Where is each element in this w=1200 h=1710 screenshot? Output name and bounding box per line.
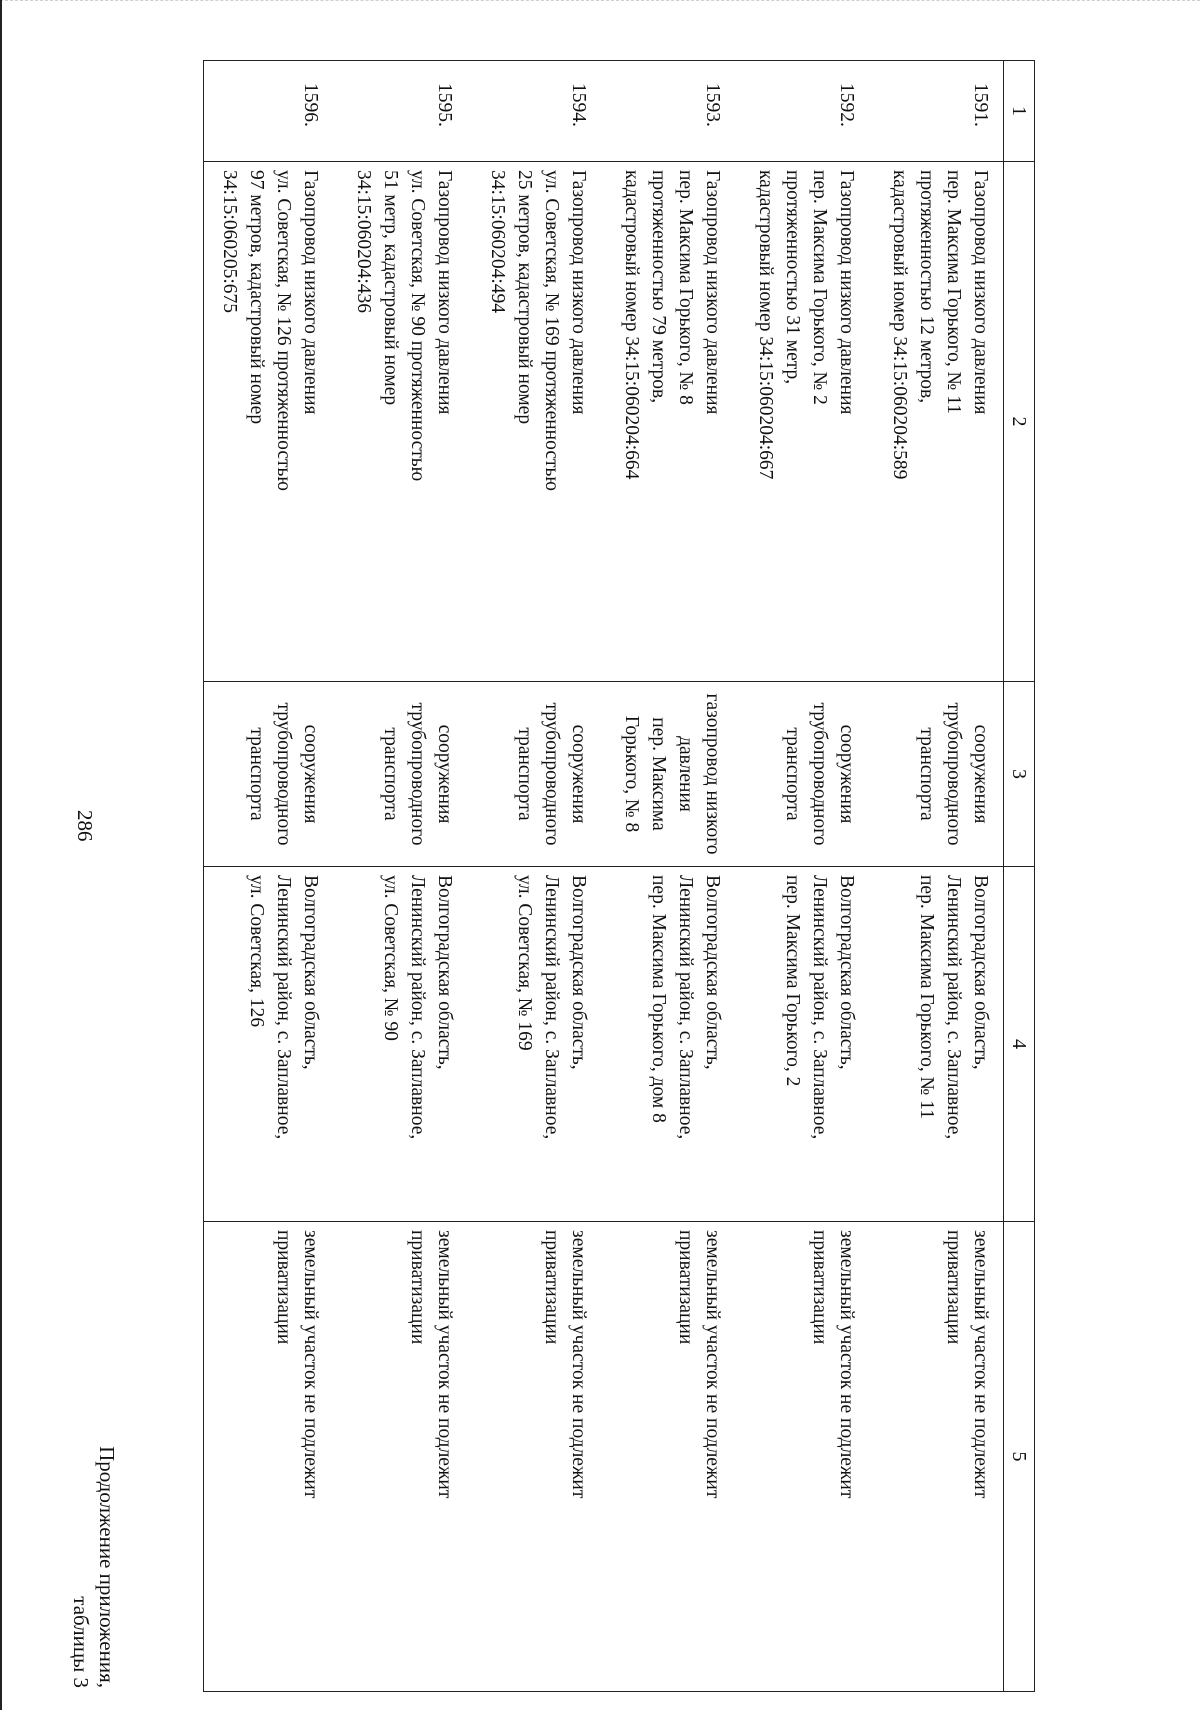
description-line: 25 метров, кадастровый номер xyxy=(514,170,535,425)
description-line: Газопровод низкого давления xyxy=(434,170,455,415)
row-number: 1596. xyxy=(300,83,321,127)
description-line: ул. Советская, № 169 протяженностью xyxy=(541,170,562,491)
address-line: Ленинский район, с. Заплавное, xyxy=(273,875,294,1140)
description-line: пер. Максима Горького, № 11 xyxy=(943,170,964,414)
type-line: сооружения xyxy=(970,724,991,824)
description-line: 97 метров, кадастровый номер xyxy=(246,170,267,425)
description-line: 34:15:060204:436 xyxy=(353,170,374,314)
type-line: газопровод низкого xyxy=(702,693,723,855)
row-address xyxy=(334,867,458,1221)
row-note: земельный участок не подлежит приватизации xyxy=(407,1230,455,1499)
description-line: Газопровод низкого давления xyxy=(300,170,321,415)
row-address xyxy=(602,867,726,1221)
row-note: земельный участок не подлежит приватизации xyxy=(675,1230,723,1499)
type-line: транспорта xyxy=(514,727,535,821)
description-line: кадастровый номер 34:15:060204:664 xyxy=(621,170,642,480)
column-address xyxy=(204,866,1034,1221)
row-description xyxy=(200,162,324,681)
property-table xyxy=(203,60,1035,1692)
row-number: 1591. xyxy=(970,83,991,127)
address-line: Волгоградская область, xyxy=(970,875,991,1070)
row-note: земельный участок не подлежит приватизации xyxy=(809,1230,857,1499)
description-line: протяженностью 12 метров, xyxy=(916,170,937,404)
row-description xyxy=(870,162,994,681)
row-description xyxy=(334,162,458,681)
row-type xyxy=(334,682,458,866)
address-line: ул. Советская, 126 xyxy=(246,875,267,1028)
type-line: сооружения xyxy=(434,724,455,824)
address-line: ул. Советская, № 169 xyxy=(514,875,535,1051)
row-address xyxy=(468,867,592,1221)
description-line: пер. Максима Горького, № 2 xyxy=(809,170,830,405)
type-line: трубопроводного xyxy=(541,702,562,846)
type-line: сооружения xyxy=(568,724,589,824)
row-description xyxy=(602,162,726,681)
description-line: 34:15:060204:494 xyxy=(487,170,508,314)
type-line: трубопроводного xyxy=(273,702,294,846)
address-line: пер. Максима Горького, № 11 xyxy=(916,875,937,1119)
header-line-2: таблицы 3 xyxy=(69,1596,93,1688)
address-line: Ленинский район, с. Заплавное, xyxy=(943,875,964,1140)
column-header-2: 2 xyxy=(1003,162,1034,681)
description-line: Газопровод низкого давления xyxy=(970,170,991,415)
row-type xyxy=(468,682,592,866)
description-line: ул. Советская, № 90 протяженностью xyxy=(407,170,428,482)
description-line: пер. Максима Горького, № 8 xyxy=(675,170,696,405)
description-line: Газопровод низкого давления xyxy=(836,170,857,415)
row-type xyxy=(602,682,726,866)
description-line: Газопровод низкого давления xyxy=(568,170,589,415)
row-number: 1595. xyxy=(434,83,455,127)
row-type xyxy=(870,682,994,866)
row-type xyxy=(736,682,860,866)
address-line: Волгоградская область, xyxy=(702,875,723,1070)
address-line: Ленинский район, с. Заплавное, xyxy=(407,875,428,1140)
column-note xyxy=(204,1221,1034,1691)
description-line: 51 метр, кадастровый номер xyxy=(380,170,401,406)
header-line-1: Продолжение приложения, xyxy=(95,1446,119,1688)
type-line: сооружения xyxy=(836,724,857,824)
type-line: трубопроводного xyxy=(809,702,830,846)
row-note: земельный участок не подлежит приватизации xyxy=(943,1230,991,1499)
description-line: Газопровод низкого давления xyxy=(702,170,723,415)
column-header-5: 5 xyxy=(1003,1222,1034,1691)
page-number: 286 xyxy=(73,810,97,842)
address-line: Ленинский район, с. Заплавное, xyxy=(675,875,696,1140)
column-header-4: 4 xyxy=(1003,867,1034,1221)
row-address xyxy=(200,867,324,1221)
description-line: ул. Советская, № 126 протяженностью xyxy=(273,170,294,491)
row-address xyxy=(870,867,994,1221)
description-line: протяженностью 31 метр, xyxy=(782,170,803,385)
type-line: транспорта xyxy=(380,727,401,821)
type-line: трубопроводного xyxy=(407,702,428,846)
type-line: Горького, № 8 xyxy=(621,715,642,833)
column-number xyxy=(204,61,1034,161)
column-header-3: 3 xyxy=(1003,682,1034,866)
row-note: земельный участок не подлежит приватизации xyxy=(273,1230,321,1499)
address-line: Ленинский район, с. Заплавное, xyxy=(541,875,562,1140)
type-line: транспорта xyxy=(782,727,803,821)
address-line: ул. Советская, № 90 xyxy=(380,875,401,1041)
row-description xyxy=(468,162,592,681)
description-line: кадастровый номер 34:15:060204:589 xyxy=(889,170,910,480)
row-number: 1593. xyxy=(702,83,723,127)
address-line: пер. Максима Горького, дом 8 xyxy=(648,875,669,1123)
type-line: давления xyxy=(675,736,696,812)
address-line: Волгоградская область, xyxy=(836,875,857,1070)
description-line: протяженностью 79 метров, xyxy=(648,170,669,404)
address-line: Волгоградская область, xyxy=(300,875,321,1070)
type-line: пер. Максима xyxy=(648,717,669,831)
continuation-header xyxy=(68,1288,120,1688)
address-line: Волгоградская область, xyxy=(568,875,589,1070)
column-header-1: 1 xyxy=(1003,61,1034,161)
type-line: транспорта xyxy=(246,727,267,821)
column-description xyxy=(204,161,1034,681)
address-line: Ленинский район, с. Заплавное, xyxy=(809,875,830,1140)
description-line: кадастровый номер 34:15:060204:667 xyxy=(755,170,776,480)
column-type xyxy=(204,681,1034,866)
row-number: 1592. xyxy=(836,83,857,127)
row-address xyxy=(736,867,860,1221)
row-number: 1594. xyxy=(568,83,589,127)
row-type xyxy=(200,682,324,866)
row-description xyxy=(736,162,860,681)
description-line: 34:15:060205:675 xyxy=(219,170,240,314)
row-note: земельный участок не подлежит приватизации xyxy=(541,1230,589,1499)
type-line: транспорта xyxy=(916,727,937,821)
address-line: Волгоградская область, xyxy=(434,875,455,1070)
type-line: сооружения xyxy=(300,724,321,824)
type-line: трубопроводного xyxy=(943,702,964,846)
address-line: пер. Максима Горького, 2 xyxy=(782,875,803,1087)
